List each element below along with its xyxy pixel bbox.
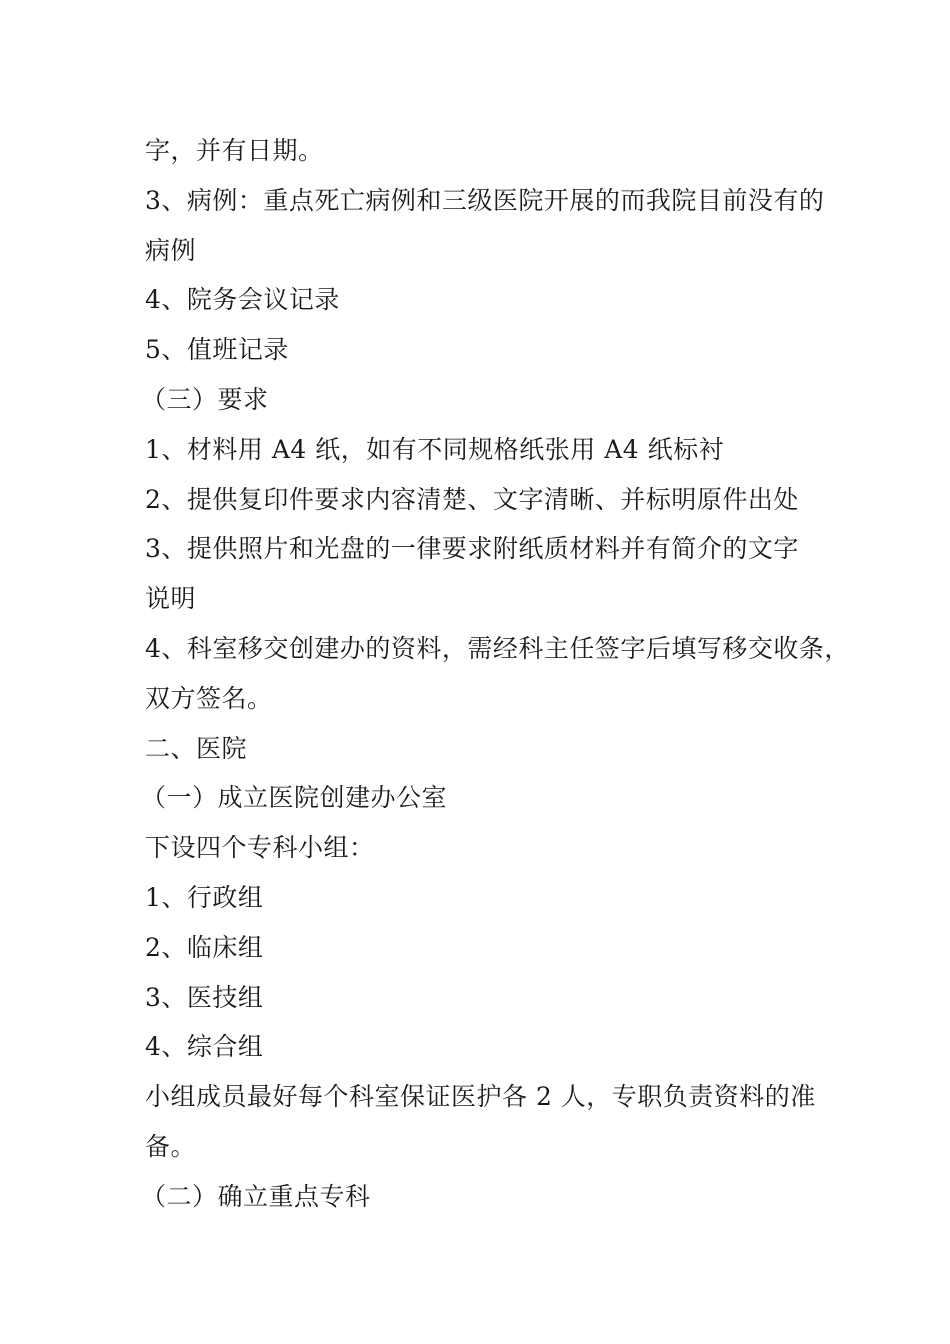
text-line: 3、提供照片和光盘的一律要求附纸质材料并有简介的文字 bbox=[145, 534, 799, 564]
text-line: 双方签名。 bbox=[145, 683, 273, 713]
list-item: 2、临床组 bbox=[145, 932, 264, 962]
text-line: 下设四个专科小组： bbox=[145, 833, 375, 863]
list-item: 3、医技组 bbox=[145, 982, 264, 1012]
list-item: 4、综合组 bbox=[145, 1032, 264, 1062]
text-line: 病例 bbox=[145, 235, 197, 265]
text-line: 3、病例：重点死亡病例和三级医院开展的而我院目前没有的 bbox=[145, 185, 825, 215]
text-line: 小组成员最好每个科室保证医护各 2 人，专职负责资料的准 bbox=[145, 1082, 816, 1112]
text-line: 说明 bbox=[145, 584, 197, 614]
list-item: 1、行政组 bbox=[145, 882, 264, 912]
section-heading: （一）成立医院创建办公室 bbox=[141, 783, 448, 813]
text-line: 4、院务会议记录 bbox=[145, 285, 340, 315]
section-heading: （三）要求 bbox=[141, 384, 269, 414]
text-line: 备。 bbox=[145, 1131, 197, 1161]
text-line: 2、提供复印件要求内容清楚、文字清晰、并标明原件出处 bbox=[145, 484, 799, 514]
text-line: 4、科室移交创建办的资料，需经科主任签字后填写移交收条， bbox=[145, 633, 850, 663]
text-line: 1、材料用 A4 纸，如有不同规格纸张用 A4 纸标衬 bbox=[145, 434, 725, 464]
text-line: 字，并有日期。 bbox=[145, 136, 324, 165]
section-heading: （二）确立重点专科 bbox=[141, 1181, 371, 1211]
text-line: 5、值班记录 bbox=[145, 335, 289, 365]
document-body bbox=[141, 126, 850, 1222]
section-heading: 二、医院 bbox=[145, 733, 248, 763]
